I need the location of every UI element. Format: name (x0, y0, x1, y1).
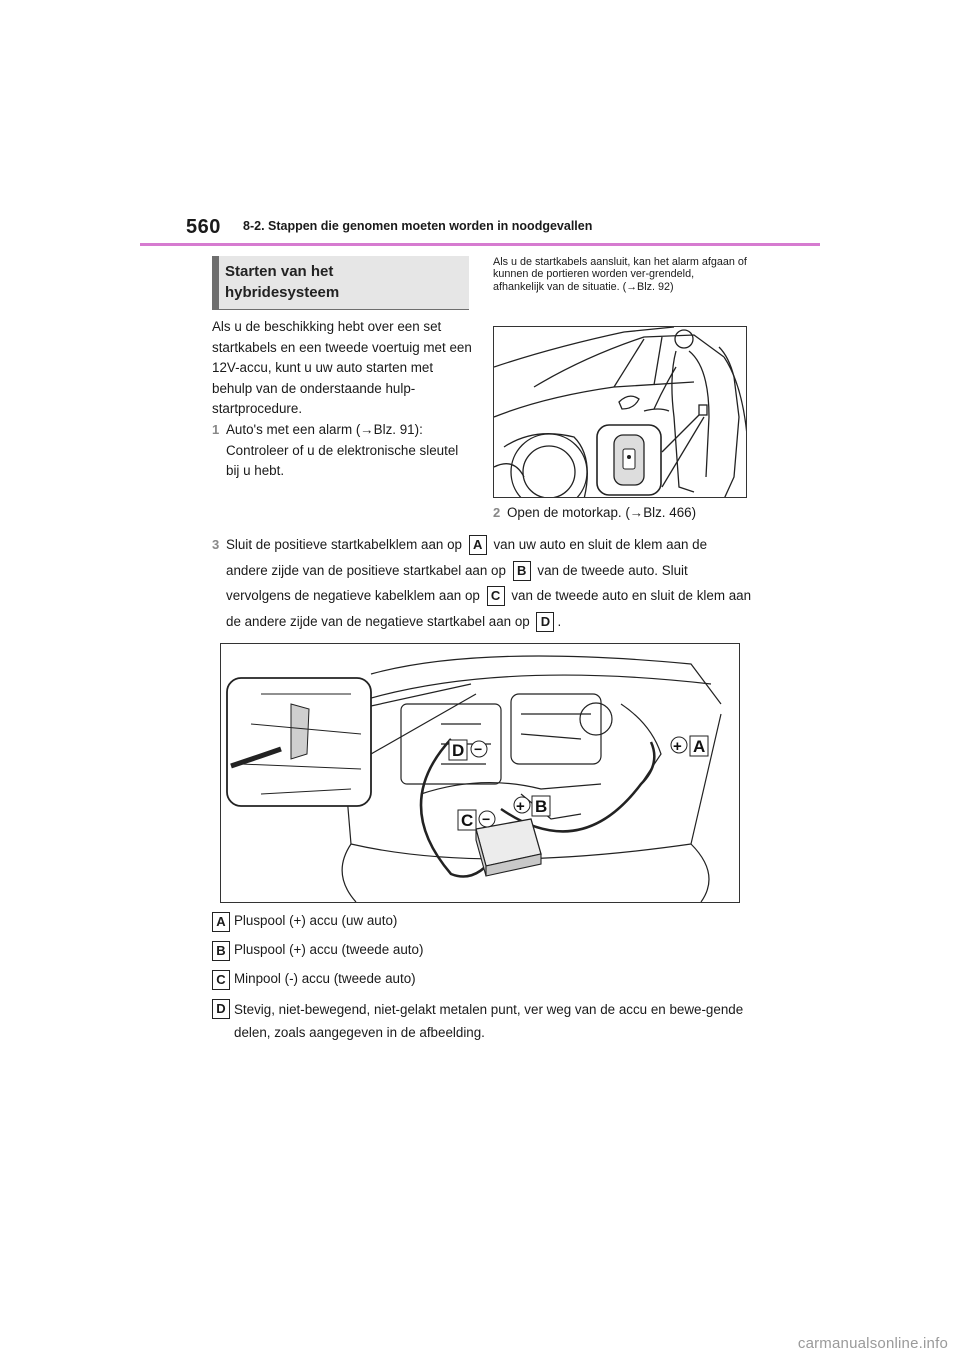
step-text: Auto's met een alarm (→Blz. 91): Controleer of u de elektronische sleutel bij u hebt. (226, 422, 459, 478)
positive-cable (501, 742, 654, 831)
second-battery (476, 819, 541, 876)
callout-a-label: A (693, 737, 706, 756)
legend-item-a: A Pluspool (+) accu (uw auto) (212, 911, 752, 932)
label-d: D (536, 612, 554, 632)
label-c: C (487, 586, 505, 606)
step-text: Sluit de positieve startkabelklem aan op A van uw auto en sluit de klem aan de andere zijde van de positieve startkabel aan op B van de tweede auto. Sluit vervolgens de negatieve kabelklem aan op C van de tweede auto en sluit de klem aan de andere zijde van de negatieve startkabel aan op D . (226, 532, 752, 634)
minus-sign: − (474, 741, 483, 757)
alarm-note: Als u de startkabels aansluit, kan het alarm afgaan of kunnen de portieren worden ver-grendeld, afhankelijk van de situatie. (→Blz. 92) (493, 256, 747, 293)
step-number: 3 (212, 537, 220, 552)
section-heading (212, 256, 469, 310)
callout-b (514, 796, 550, 816)
door-illustration (493, 326, 747, 498)
step-number: 1 (212, 422, 220, 437)
label-a: A (469, 535, 487, 555)
legend-item-d: D Stevig, niet-bewegend, niet-gelakt metalen punt, ver weg van de accu en bewe-gende delen, zoals aangegeven in de afbeelding. (212, 998, 752, 1044)
callout-d-label: D (452, 741, 465, 760)
step-3 (212, 532, 752, 634)
callout-c-label: C (461, 811, 474, 830)
page-number: 560 (186, 216, 221, 238)
watermark: carmanualsonline.info (797, 1335, 948, 1352)
heading-line-1: Starten van het (225, 263, 334, 280)
callout-a (671, 736, 708, 756)
step-1 (212, 420, 474, 482)
step-text: Open de motorkap. (→Blz. 466) (507, 505, 697, 520)
step-number: 2 (493, 505, 501, 520)
label-b: B (513, 561, 531, 581)
legend-item-b: B Pluspool (+) accu (tweede auto) (212, 940, 752, 961)
section-title: 8-2. Stappen die genomen moeten worden in noodgevallen (243, 219, 593, 233)
header-divider (140, 243, 820, 246)
heading-line-2: hybridesysteem (225, 284, 340, 301)
engine-bay-illustration (220, 643, 740, 903)
plus-sign: + (516, 798, 525, 815)
heading-text (225, 261, 339, 303)
car-door-drawing (494, 327, 747, 498)
inset-callout (227, 678, 476, 806)
jump-start-drawing (221, 644, 740, 903)
callout-d (449, 740, 487, 760)
callout-b-label: B (535, 797, 548, 816)
minus-sign: − (482, 811, 491, 827)
step-2 (493, 503, 753, 524)
key-callout (597, 425, 661, 495)
callout-c (458, 810, 495, 830)
intro-paragraph: Als u de beschikking hebt over een set startkabels en een tweede voertuig met een 12V-accu, kunt u uw auto starten met behulp van de onderstaande hulp-startprocedure. (212, 319, 472, 416)
legend-item-c: C Minpool (-) accu (tweede auto) (212, 969, 752, 990)
heading-bar (212, 256, 219, 309)
plus-sign: + (673, 738, 682, 755)
